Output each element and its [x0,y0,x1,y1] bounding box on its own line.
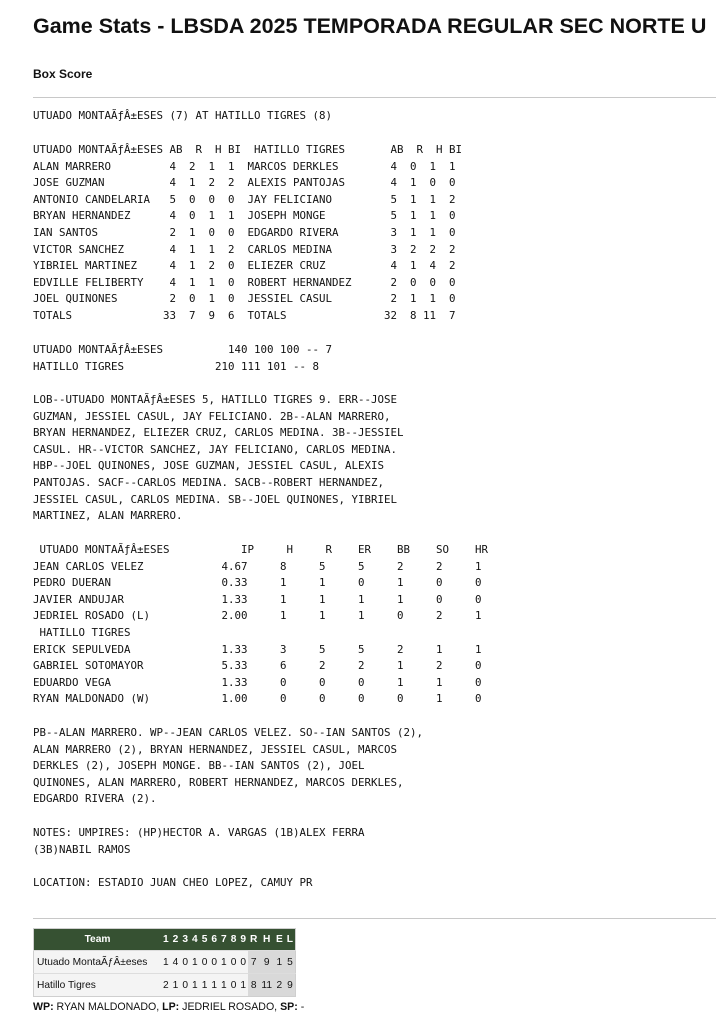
total-hits: 11 [259,974,274,997]
col-header-lob: L [285,929,296,951]
inning-score: 1 [200,974,210,997]
team-name: Hatillo Tigres [34,974,162,997]
col-header-inning: 7 [219,929,229,951]
team-name: Utuado MontaÃƒÂ±eses [34,951,162,974]
wp-value: RYAN MALDONADO, [56,1001,160,1013]
col-header-team: Team [34,929,162,951]
inning-score: 1 [238,974,248,997]
pitching-notes: PB--ALAN MARRERO. WP--JEAN CARLOS VELEZ. SO--IAN SANTOS (2), ALAN MARRERO (2), BRYAN HERNANDEZ, JESSIEL CASUL, MARCOS DERKLES (2), JOSEPH MONGE. BB--IAN SANTOS (2), JOEL QUINONES, ALAN MARRERO, ROBERT HERNANDEZ, MARCOS DERKLES, EDGARDO RIVERA (2). [33,726,424,806]
total-errors: 2 [274,974,285,997]
total-lob: 9 [285,974,296,997]
inning-score: 0 [229,974,239,997]
box-score-heading: Box Score [33,67,93,81]
inning-score: 0 [200,951,210,974]
sp-label: SP: [280,1001,298,1013]
col-header-inning: 1 [161,929,171,951]
sp-value: - [300,1001,305,1013]
col-header-errors: E [274,929,285,951]
linescore-header-row [34,929,296,951]
inning-score: 1 [219,974,229,997]
linescore-text: UTUADO MONTAÃƒÂ±ESES 140 100 100 -- 7 HATILLO TIGRES 210 111 101 -- 8 [33,343,333,373]
total-lob: 5 [285,951,296,974]
inning-score: 0 [180,974,190,997]
inning-score: 1 [190,951,200,974]
col-header-runs: R [248,929,259,951]
wp-label: WP: [33,1001,54,1013]
inning-score: 0 [229,951,239,974]
matchup-line: UTUADO MONTAÃƒÂ±ESES (7) AT HATILLO TIGRES (8) [33,109,333,122]
total-runs: 8 [248,974,259,997]
inning-score: 4 [171,951,181,974]
bottom-divider [33,918,716,919]
inning-score: 1 [171,974,181,997]
top-divider [33,97,716,98]
inning-score: 1 [161,951,171,974]
lp-value: JEDRIEL ROSADO, [182,1001,278,1013]
umpires-notes: NOTES: UMPIRES: (HP)HECTOR A. VARGAS (1B)ALEX FERRA (3B)NABIL RAMOS [33,826,365,856]
total-errors: 1 [274,951,285,974]
col-header-inning: 2 [171,929,181,951]
col-header-inning: 6 [209,929,219,951]
inning-score: 0 [180,951,190,974]
table-row [34,974,296,997]
batting-stats: UTUADO MONTAÃƒÂ±ESES AB R H BI HATILLO TIGRES AB R H BI ALAN MARRERO 4 2 1 1 MARCOS DERKLES 4 0 1 1 JOSE GUZMAN 4 1 2 2 ALEXIS PANTOJAS 4 1 0 0 ANTONIO CANDELARIA 5 0 0 0 JAY FELICIANO 5 1 1 2 BRYAN HERNANDEZ 4 0 1 1 JOSEPH MONGE 5 1 1 0 IAN SANTOS 2 1 0 0 EDGARDO RIVERA 3 1 1 0 VICTOR SANCHEZ 4 1 1 2 CARLOS MEDINA 3 2 2 2 YIBRIEL MARTINEZ 4 1 2 0 ELIEZER CRUZ 4 1 4 2 EDVILLE FELIBERTY 4 1 1 0 ROBERT HERNANDEZ 2 0 0 0 JOEL QUINONES 2 0 1 0 JESSIEL CASUL 2 1 1 0 TOTALS 33 7 9 6 TOTALS 32 8 11 7 [33,143,463,322]
col-header-hits: H [259,929,274,951]
linescore-table [33,928,296,997]
page-title: Game Stats - LBSDA 2025 TEMPORADA REGULAR SEC NORTE U [33,14,707,38]
inning-score: 1 [209,974,219,997]
inning-score: 0 [238,951,248,974]
lp-label: LP: [162,1001,180,1013]
batting-notes: LOB--UTUADO MONTAÃƒÂ±ESES 5, HATILLO TIGRES 9. ERR--JOSE GUZMAN, JESSIEL CASUL, JAY FELICIANO. 2B--ALAN MARRERO, BRYAN HERNANDEZ, ELIEZER CRUZ, CARLOS MEDINA. 3B--JESSIEL CASUL. HR--VICTOR SANCHEZ, JAY FELICIANO, CARLOS MEDINA. HBP--JOEL QUINONES, JOSE GUZMAN, JESSIEL CASUL, ALEXIS PANTOJAS. SACF--CARLOS MEDINA. SACB--ROBERT HERNANDEZ, JESSIEL CASUL, CARLOS MEDINA. SB--JOEL QUINONES, YIBRIEL MARTINEZ, ALAN MARRERO. [33,393,404,523]
col-header-inning: 8 [229,929,239,951]
pitching-stats: UTUADO MONTAÃƒÂ±ESES IP H R ER BB SO HR JEAN CARLOS VELEZ 4.67 8 5 5 2 2 1 PEDRO DUERAN 0.33 1 1 0 1 0 0 JAVIER ANDUJAR 1.33 1 1 1 1 0 0 JEDRIEL ROSADO (L) 2.00 1 1 1 0 2 1 HATILLO TIGRES ERICK SEPULVEDA 1.33 3 5 5 2 1 1 GABRIEL SOTOMAYOR 5.33 6 2 2 1 2 0 EDUARDO VEGA 1.33 0 0 0 1 1 0 RYAN MALDONADO (W) 1.00 0 0 0 0 1 0 [33,543,489,706]
inning-score: 0 [209,951,219,974]
total-hits: 9 [259,951,274,974]
col-header-inning: 4 [190,929,200,951]
inning-score: 1 [219,951,229,974]
col-header-inning: 5 [200,929,210,951]
total-runs: 7 [248,951,259,974]
inning-score: 1 [190,974,200,997]
table-row [34,951,296,974]
location-line: LOCATION: ESTADIO JUAN CHEO LOPEZ, CAMUY PR [33,876,313,889]
inning-score: 2 [161,974,171,997]
col-header-inning: 9 [238,929,248,951]
pitcher-decisions [33,1001,304,1013]
col-header-inning: 3 [180,929,190,951]
